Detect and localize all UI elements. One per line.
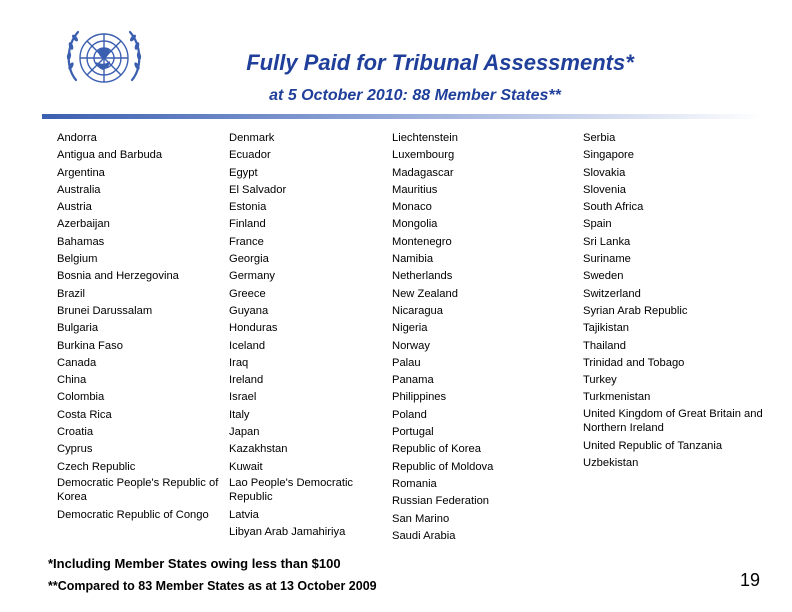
page-title: Fully Paid for Tribunal Assessments*: [246, 50, 634, 75]
country-item: Argentina: [57, 166, 105, 179]
country-item: Iraq: [229, 356, 249, 369]
country-item: Honduras: [229, 322, 278, 335]
country-item: Latvia: [229, 508, 259, 521]
country-column-2: [229, 130, 384, 542]
country-item: Saudi Arabia: [392, 529, 456, 542]
country-item: Republic of Moldova: [392, 460, 494, 473]
country-item: Burkina Faso: [57, 339, 123, 352]
country-item: Libyan Arab Jamahiriya: [229, 526, 346, 539]
country-item: Panama: [392, 374, 434, 387]
country-item: China: [57, 374, 87, 387]
country-item: San Marino: [392, 512, 450, 525]
country-item: Serbia: [583, 132, 616, 144]
country-item: Netherlands: [392, 270, 453, 283]
country-item: Thailand: [583, 339, 626, 352]
country-item: Ecuador: [229, 149, 271, 162]
country-item: Austria: [57, 201, 92, 214]
country-item: Guyana: [229, 304, 269, 317]
country-item: Bulgaria: [57, 322, 99, 335]
country-column-4: [583, 130, 768, 472]
country-item: Bahamas: [57, 235, 105, 248]
country-item: Egypt: [229, 166, 258, 179]
country-item: Georgia: [229, 253, 269, 266]
country-item: Nigeria: [392, 322, 428, 335]
country-item: Turkmenistan: [583, 391, 651, 404]
un-emblem-icon: [58, 18, 150, 98]
country-item: Germany: [229, 270, 276, 283]
country-item: Singapore: [583, 149, 635, 162]
country-item: New Zealand: [392, 287, 458, 300]
country-item: Cyprus: [57, 443, 93, 456]
country-item: Palau: [392, 356, 421, 369]
country-item: South Africa: [583, 201, 644, 214]
country-item: Azerbaijan: [57, 218, 110, 231]
country-item: Slovenia: [583, 183, 626, 196]
country-item: Andorra: [57, 132, 97, 144]
country-item: Republic of Korea: [392, 443, 481, 456]
country-item: Montenegro: [392, 235, 452, 248]
country-item: Philippines: [392, 391, 447, 404]
country-item: Sri Lanka: [583, 235, 631, 248]
country-item: Lao People's Democratic Republic: [229, 476, 354, 503]
footnote-1: *Including Member States owing less than $100: [48, 556, 341, 571]
country-item: Romania: [392, 477, 437, 490]
country-item: United Republic of Tanzania: [583, 439, 723, 452]
country-item: Syrian Arab Republic: [583, 304, 688, 317]
page-subtitle: at 5 October 2010: 88 Member States**: [269, 87, 561, 104]
country-item: Tajikistan: [583, 322, 630, 335]
country-item: Croatia: [57, 426, 94, 439]
country-item: Japan: [229, 426, 260, 439]
country-column-3: [392, 130, 552, 545]
country-item: Italy: [229, 408, 250, 421]
page-number: 19: [739, 570, 760, 590]
country-item: Luxembourg: [392, 149, 455, 162]
country-item: Finland: [229, 218, 266, 231]
country-item: Slovakia: [583, 166, 626, 179]
country-item: Brazil: [57, 287, 85, 300]
country-item: Antigua and Barbuda: [57, 149, 163, 162]
country-item: Canada: [57, 356, 97, 369]
country-item: Uzbekistan: [583, 457, 639, 470]
country-item: Colombia: [57, 391, 105, 404]
country-item: Mongolia: [392, 218, 438, 231]
country-item: Madagascar: [392, 166, 454, 179]
country-item: Belgium: [57, 253, 98, 266]
country-item: Israel: [229, 391, 257, 404]
country-item: United Kingdom of Great Britain and Northern Ireland: [583, 407, 763, 434]
country-item: Mauritius: [392, 183, 438, 196]
country-item: Kuwait: [229, 460, 263, 473]
country-item: Liechtenstein: [392, 132, 458, 144]
country-item: Namibia: [392, 253, 434, 266]
country-item: Poland: [392, 408, 427, 421]
country-item: Iceland: [229, 339, 266, 352]
country-item: Brunei Darussalam: [57, 304, 153, 317]
country-item: Spain: [583, 218, 612, 231]
country-item: Switzerland: [583, 287, 641, 300]
header-divider: [42, 114, 764, 119]
country-item: Nicaragua: [392, 304, 443, 317]
country-item: Suriname: [583, 253, 631, 266]
country-item: Greece: [229, 287, 266, 300]
country-item: Democratic Republic of Congo: [57, 508, 209, 521]
country-item: Portugal: [392, 426, 434, 439]
country-item: Costa Rica: [57, 408, 112, 421]
country-item: Turkey: [583, 374, 617, 387]
country-item: Russian Federation: [392, 495, 490, 508]
country-item: Bosnia and Herzegovina: [57, 270, 179, 283]
footnote-2: **Compared to 83 Member States as at 13 October 2009: [48, 579, 377, 593]
country-item: France: [229, 235, 264, 248]
country-item: Czech Republic: [57, 460, 136, 473]
country-item: Sweden: [583, 270, 624, 283]
country-item: Denmark: [229, 132, 275, 144]
country-item: Australia: [57, 183, 101, 196]
country-item: Trinidad and Tobago: [583, 356, 685, 369]
country-item: El Salvador: [229, 183, 287, 196]
country-column-1: [57, 130, 222, 524]
country-item: Norway: [392, 339, 430, 352]
country-item: Monaco: [392, 201, 432, 214]
country-item: Estonia: [229, 201, 267, 214]
country-item: Democratic People's Republic of Korea: [57, 476, 219, 503]
country-item: Ireland: [229, 374, 264, 387]
country-item: Kazakhstan: [229, 443, 288, 456]
